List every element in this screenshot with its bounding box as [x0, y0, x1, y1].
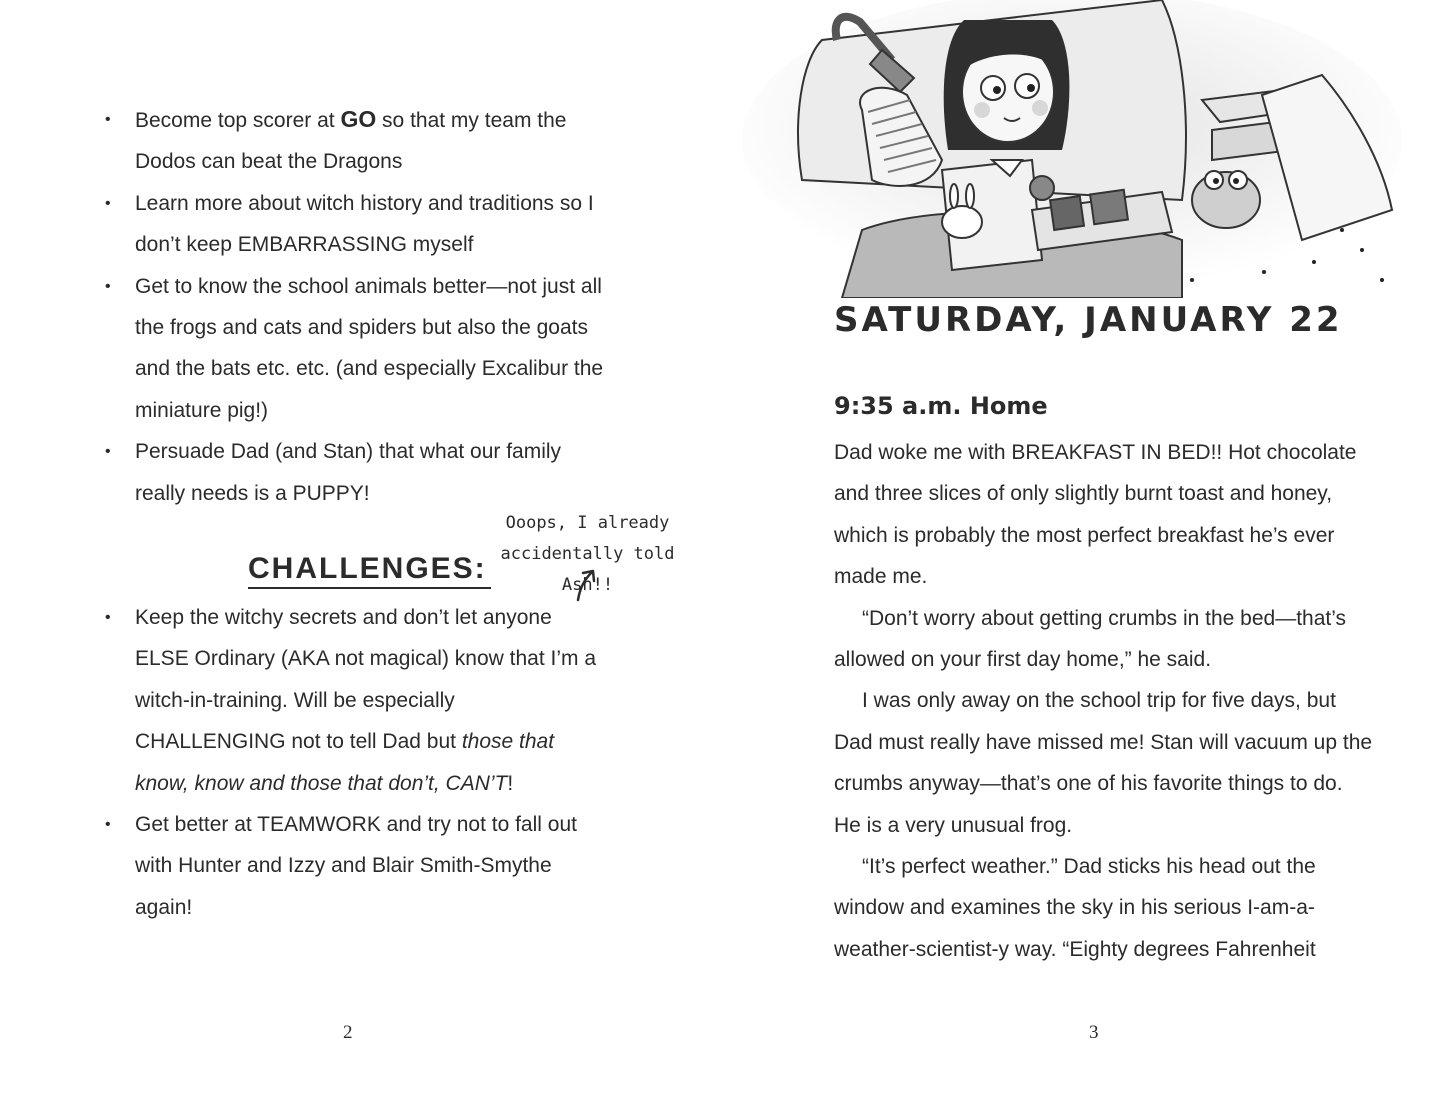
page-number: 2	[343, 1022, 353, 1043]
paragraph: I was only away on the school trip for five days, but Dad must really have missed me! Stan will vacuum up the crumbs anyway—that’s one of his favorite things to do. He is a very unusual frog.	[834, 689, 1373, 837]
list-item: • Keep the witchy secrets and don’t let anyone ELSE Ordinary (AKA not magical) know that I’m a witch-in-training. Will be especially CHALLENGING not to tell Dad but those that know, know and those that don’t, CAN’T!	[105, 597, 605, 804]
paragraph: “It’s perfect weather.” Dad sticks his head out the window and examines the sky in his serious I-am-a-weather-scientist-y way. “Eighty degrees Fahrenheit	[834, 855, 1316, 961]
date-heading: SATURDAY, JANUARY 22	[834, 300, 1343, 340]
paragraph: “Don’t worry about getting crumbs in the bed—that’s allowed on your first day home,” he said.	[834, 606, 1347, 672]
list-item: • Get better at TEAMWORK and try not to fall out with Hunter and Izzy and Blair Smith-Smythe again!	[105, 804, 605, 928]
paragraph: Dad woke me with BREAKFAST IN BED!! Hot chocolate and three slices of only slightly burnt toast and honey, which is probably the most perfect breakfast he’s ever made me.	[834, 441, 1357, 589]
time-heading: 9:35 a.m. Home	[834, 392, 1048, 420]
diary-body	[834, 432, 1374, 970]
challenges-list	[105, 597, 605, 928]
handwritten-note: Ooops, I already accidentally told Ash!!	[500, 513, 675, 595]
list-item: • Persuade Dad (and Stan) that what our family really needs is a PUPPY!	[105, 431, 605, 514]
list-item: • Become top scorer at GO so that my team the Dodos can beat the Dragons	[105, 99, 605, 183]
go-word: GO	[340, 106, 377, 132]
challenges-heading: CHALLENGES:	[248, 551, 491, 589]
left-page	[0, 0, 722, 1111]
goals-list	[105, 99, 605, 514]
girl-breakfast-in-bed-illustration	[742, 0, 1402, 298]
list-item: • Learn more about witch history and traditions so I don’t keep EMBARRASSING myself	[105, 183, 605, 266]
list-item: • Get to know the school animals better—not just all the frogs and cats and spiders but also the goats and the bats etc. etc. (and especially Excalibur the miniature pig!)	[105, 266, 605, 432]
page-number: 3	[1089, 1022, 1099, 1043]
right-page	[722, 0, 1445, 1111]
